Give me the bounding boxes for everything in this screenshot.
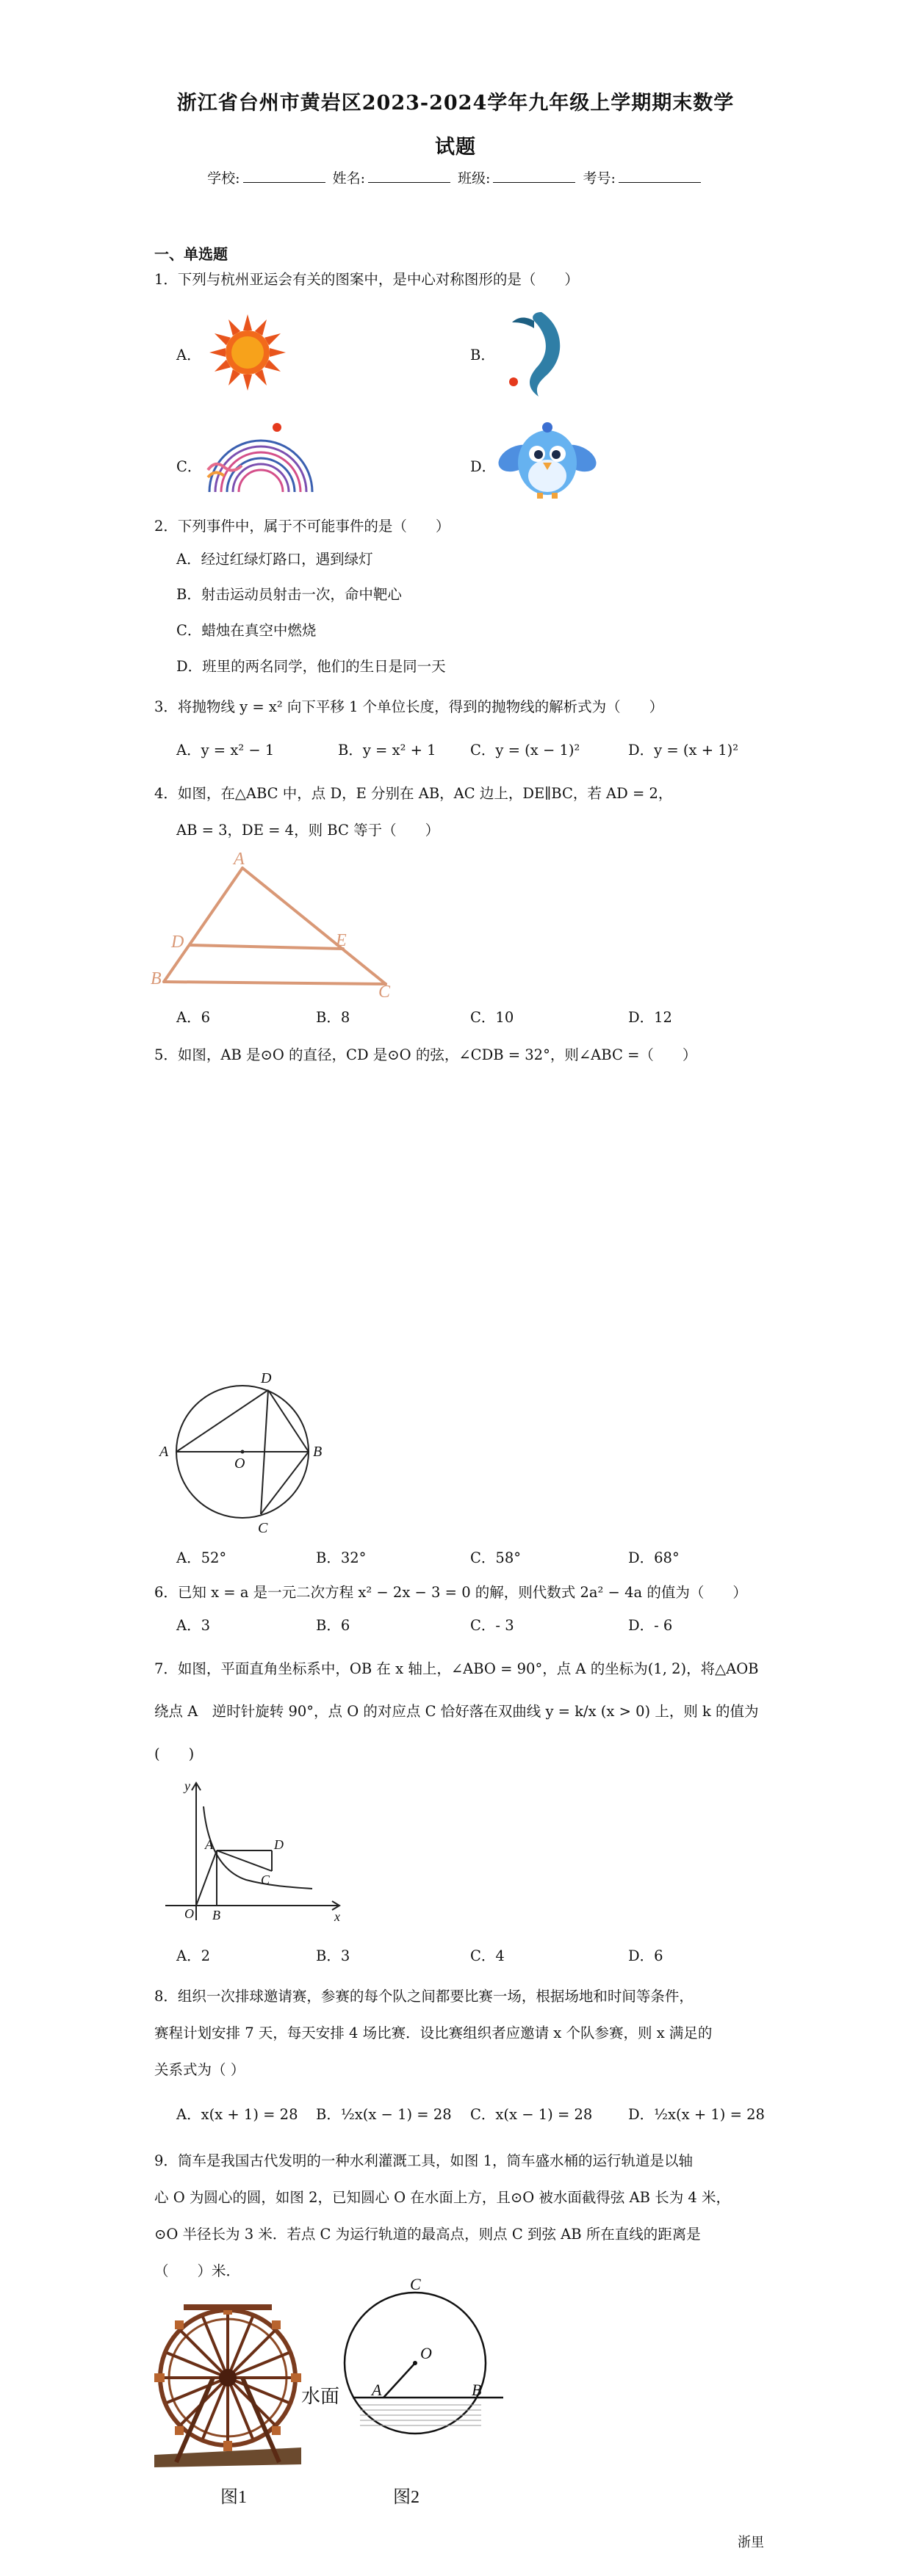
exam-number-label: 考号: — [583, 170, 616, 187]
bird-mascot-icon — [496, 417, 599, 502]
triangle-abc-figure — [151, 852, 404, 999]
label-y: y — [184, 1779, 190, 1793]
q3-option-b: B．y = x² + 1 — [338, 742, 436, 759]
label-o: O — [420, 2344, 432, 2362]
fish-emblem-icon — [496, 305, 577, 400]
question-7-stem-line3: ( ) — [154, 1745, 195, 1762]
question-9-stem-line4: （ ）米． — [154, 2262, 241, 2279]
question-3-stem: 3．将抛物线 y = x² 向下平移 1 个单位长度，得到的抛物线的解析式为（ ） — [154, 698, 664, 715]
question-8-stem-line3: 关系式为（ ） — [154, 2061, 245, 2078]
label-a: A — [205, 1837, 213, 1852]
q1-option-d-label: D． — [470, 458, 497, 475]
figure-1-caption: 图1 — [220, 2488, 247, 2507]
q7-option-d: D．6 — [628, 1947, 663, 1964]
q4-option-a: A．6 — [176, 1009, 210, 1026]
water-chord-figure — [301, 2276, 503, 2453]
q5-option-a: A．52° — [176, 1549, 227, 1566]
exam-title-line2: 试题 — [435, 136, 476, 159]
label-c: C — [261, 1873, 270, 1887]
page-footer: 浙里 — [738, 2535, 764, 2550]
q2-option-b: B．射击运动员射击一次，命中靶心 — [176, 586, 402, 603]
question-9-stem-line2: 心 O 为圆心的圆，如图 2，已知圆心 O 在水面上方，且⊙O 被水面截得弦 AB 长为 4 米， — [154, 2189, 731, 2206]
question-9-stem-line1: 9．筒车是我国古代发明的一种水利灌溉工具，如图 1，筒车盛水桶的运行轨道是以轴 — [154, 2152, 694, 2169]
q5-option-b: B．32° — [316, 1549, 367, 1566]
rainbow-emblem-icon — [202, 419, 320, 499]
q7-option-b: B．3 — [316, 1947, 350, 1964]
circle-o-figure — [151, 1362, 342, 1538]
question-8-stem-line1: 8．组织一次排球邀请赛，参赛的每个队之间都要比赛一场，根据场地和时间等条件， — [154, 1988, 694, 2005]
label-o: O — [184, 1906, 194, 1921]
label-a: A — [159, 1444, 169, 1460]
class-blank[interactable] — [493, 182, 575, 183]
label-b: B — [212, 1908, 220, 1922]
q6-option-b: B．6 — [316, 1617, 350, 1634]
label-a: A — [372, 2381, 382, 2399]
q6-option-c: C．- 3 — [470, 1617, 514, 1634]
question-1-stem: 1．下列与杭州亚运会有关的图案中，是中心对称图形的是（ ） — [154, 271, 579, 288]
question-5-stem: 5．如图，AB 是⊙O 的直径，CD 是⊙O 的弦，∠CDB = 32°，则∠ABC =（ ） — [154, 1046, 697, 1063]
q7-options — [176, 1944, 779, 1972]
label-c: C — [258, 1520, 268, 1536]
coordinate-plane-figure — [158, 1777, 349, 1931]
question-4-stem-line2: AB = 3，DE = 4，则 BC 等于（ ） — [176, 822, 440, 839]
question-7-stem-line2: 绕点 A 逆时针旋转 90°，点 O 的对应点 C 恰好落在双曲线 y = k/x (x > 0) 上，则 k 的值为 — [154, 1703, 759, 1720]
question-7-stem-line1: 7．如图，平面直角坐标系中，OB 在 x 轴上，∠ABO = 90°，点 A 的坐标为(1, 2)，将△AOB — [154, 1660, 759, 1677]
q5-options — [176, 1546, 779, 1574]
label-b: B — [472, 2381, 482, 2399]
class-label: 班级: — [458, 170, 491, 187]
label-c: C — [410, 2276, 421, 2293]
q4-option-c: C．10 — [470, 1009, 514, 1026]
sun-emblem-icon — [207, 312, 288, 393]
q4-options — [176, 1006, 779, 1034]
water-wheel-photo — [154, 2297, 301, 2470]
student-info-line — [0, 167, 911, 187]
question-6-stem: 6．已知 x = a 是一元二次方程 x² − 2x − 3 = 0 的解，则代数式 2a² − 4a 的值为（ ） — [154, 1584, 747, 1601]
label-x: x — [334, 1909, 340, 1924]
name-blank[interactable] — [368, 182, 450, 183]
school-label: 学校: — [207, 170, 240, 187]
label-b: B — [313, 1444, 323, 1460]
label-b: B — [151, 969, 162, 988]
q4-option-d: D．12 — [628, 1009, 672, 1026]
q6-option-a: A．3 — [176, 1617, 210, 1634]
label-d: D — [261, 1370, 272, 1386]
q5-option-d: D．68° — [628, 1549, 680, 1566]
q5-option-c: C．58° — [470, 1549, 521, 1566]
question-2-stem: 2．下列事件中，属于不可能事件的是（ ） — [154, 518, 450, 535]
question-8-stem-line2: 赛程计划安排 7 天，每天安排 4 场比赛．设比赛组织者应邀请 x 个队参赛，则 x 满足的 — [154, 2025, 713, 2041]
q1-option-a-label: A． — [176, 347, 201, 363]
question-4-stem-line1: 4．如图，在△ABC 中，点 D，E 分别在 AB，AC 边上，DE∥BC，若 AD = 2， — [154, 785, 673, 802]
label-c: C — [378, 983, 391, 999]
q3-option-d: D．y = (x + 1)² — [628, 742, 739, 759]
water-surface-label: 水面 — [301, 2386, 340, 2407]
q3-options — [176, 739, 779, 767]
q4-option-b: B．8 — [316, 1009, 350, 1026]
exam-number-blank[interactable] — [619, 182, 701, 183]
name-label: 姓名: — [332, 170, 365, 187]
figure-2-caption: 图2 — [393, 2488, 420, 2507]
q3-option-c: C．y = (x − 1)² — [470, 742, 580, 759]
q1-option-c-label: C． — [176, 458, 202, 475]
label-o: O — [234, 1455, 245, 1472]
q2-option-d: D．班里的两名同学，他们的生日是同一天 — [176, 658, 446, 675]
q6-options — [176, 1614, 779, 1642]
q8-option-a: A．x(x + 1) = 28 — [176, 2106, 298, 2123]
q8-option-b: B．½x(x − 1) = 28 — [316, 2106, 452, 2123]
q6-option-d: D．- 6 — [628, 1617, 673, 1634]
q8-options — [176, 2103, 779, 2131]
label-d: D — [274, 1837, 284, 1852]
label-d: D — [171, 933, 184, 952]
label-e: E — [336, 931, 347, 950]
exam-title-line1: 浙江省台州市黄岩区2023-2024学年九年级上学期期末数学 — [176, 92, 735, 115]
school-blank[interactable] — [243, 182, 325, 183]
q2-option-a: A．经过红绿灯路口，遇到绿灯 — [176, 551, 373, 568]
q8-option-c: C．x(x − 1) = 28 — [470, 2106, 593, 2123]
q7-option-a: A．2 — [176, 1947, 210, 1964]
question-9-stem-line3: ⊙O 半径长为 3 米．若点 C 为运行轨道的最高点，则点 C 到弦 AB 所在直线的距离是 — [154, 2226, 701, 2243]
q2-option-c: C．蜡烛在真空中燃烧 — [176, 622, 317, 639]
label-a: A — [234, 852, 245, 869]
q8-option-d: D．½x(x + 1) = 28 — [628, 2106, 765, 2123]
q1-option-b-label: B． — [470, 347, 495, 363]
section-heading: 一、单选题 — [154, 245, 228, 263]
q3-option-a: A．y = x² − 1 — [176, 742, 275, 759]
q7-option-c: C．4 — [470, 1947, 505, 1964]
